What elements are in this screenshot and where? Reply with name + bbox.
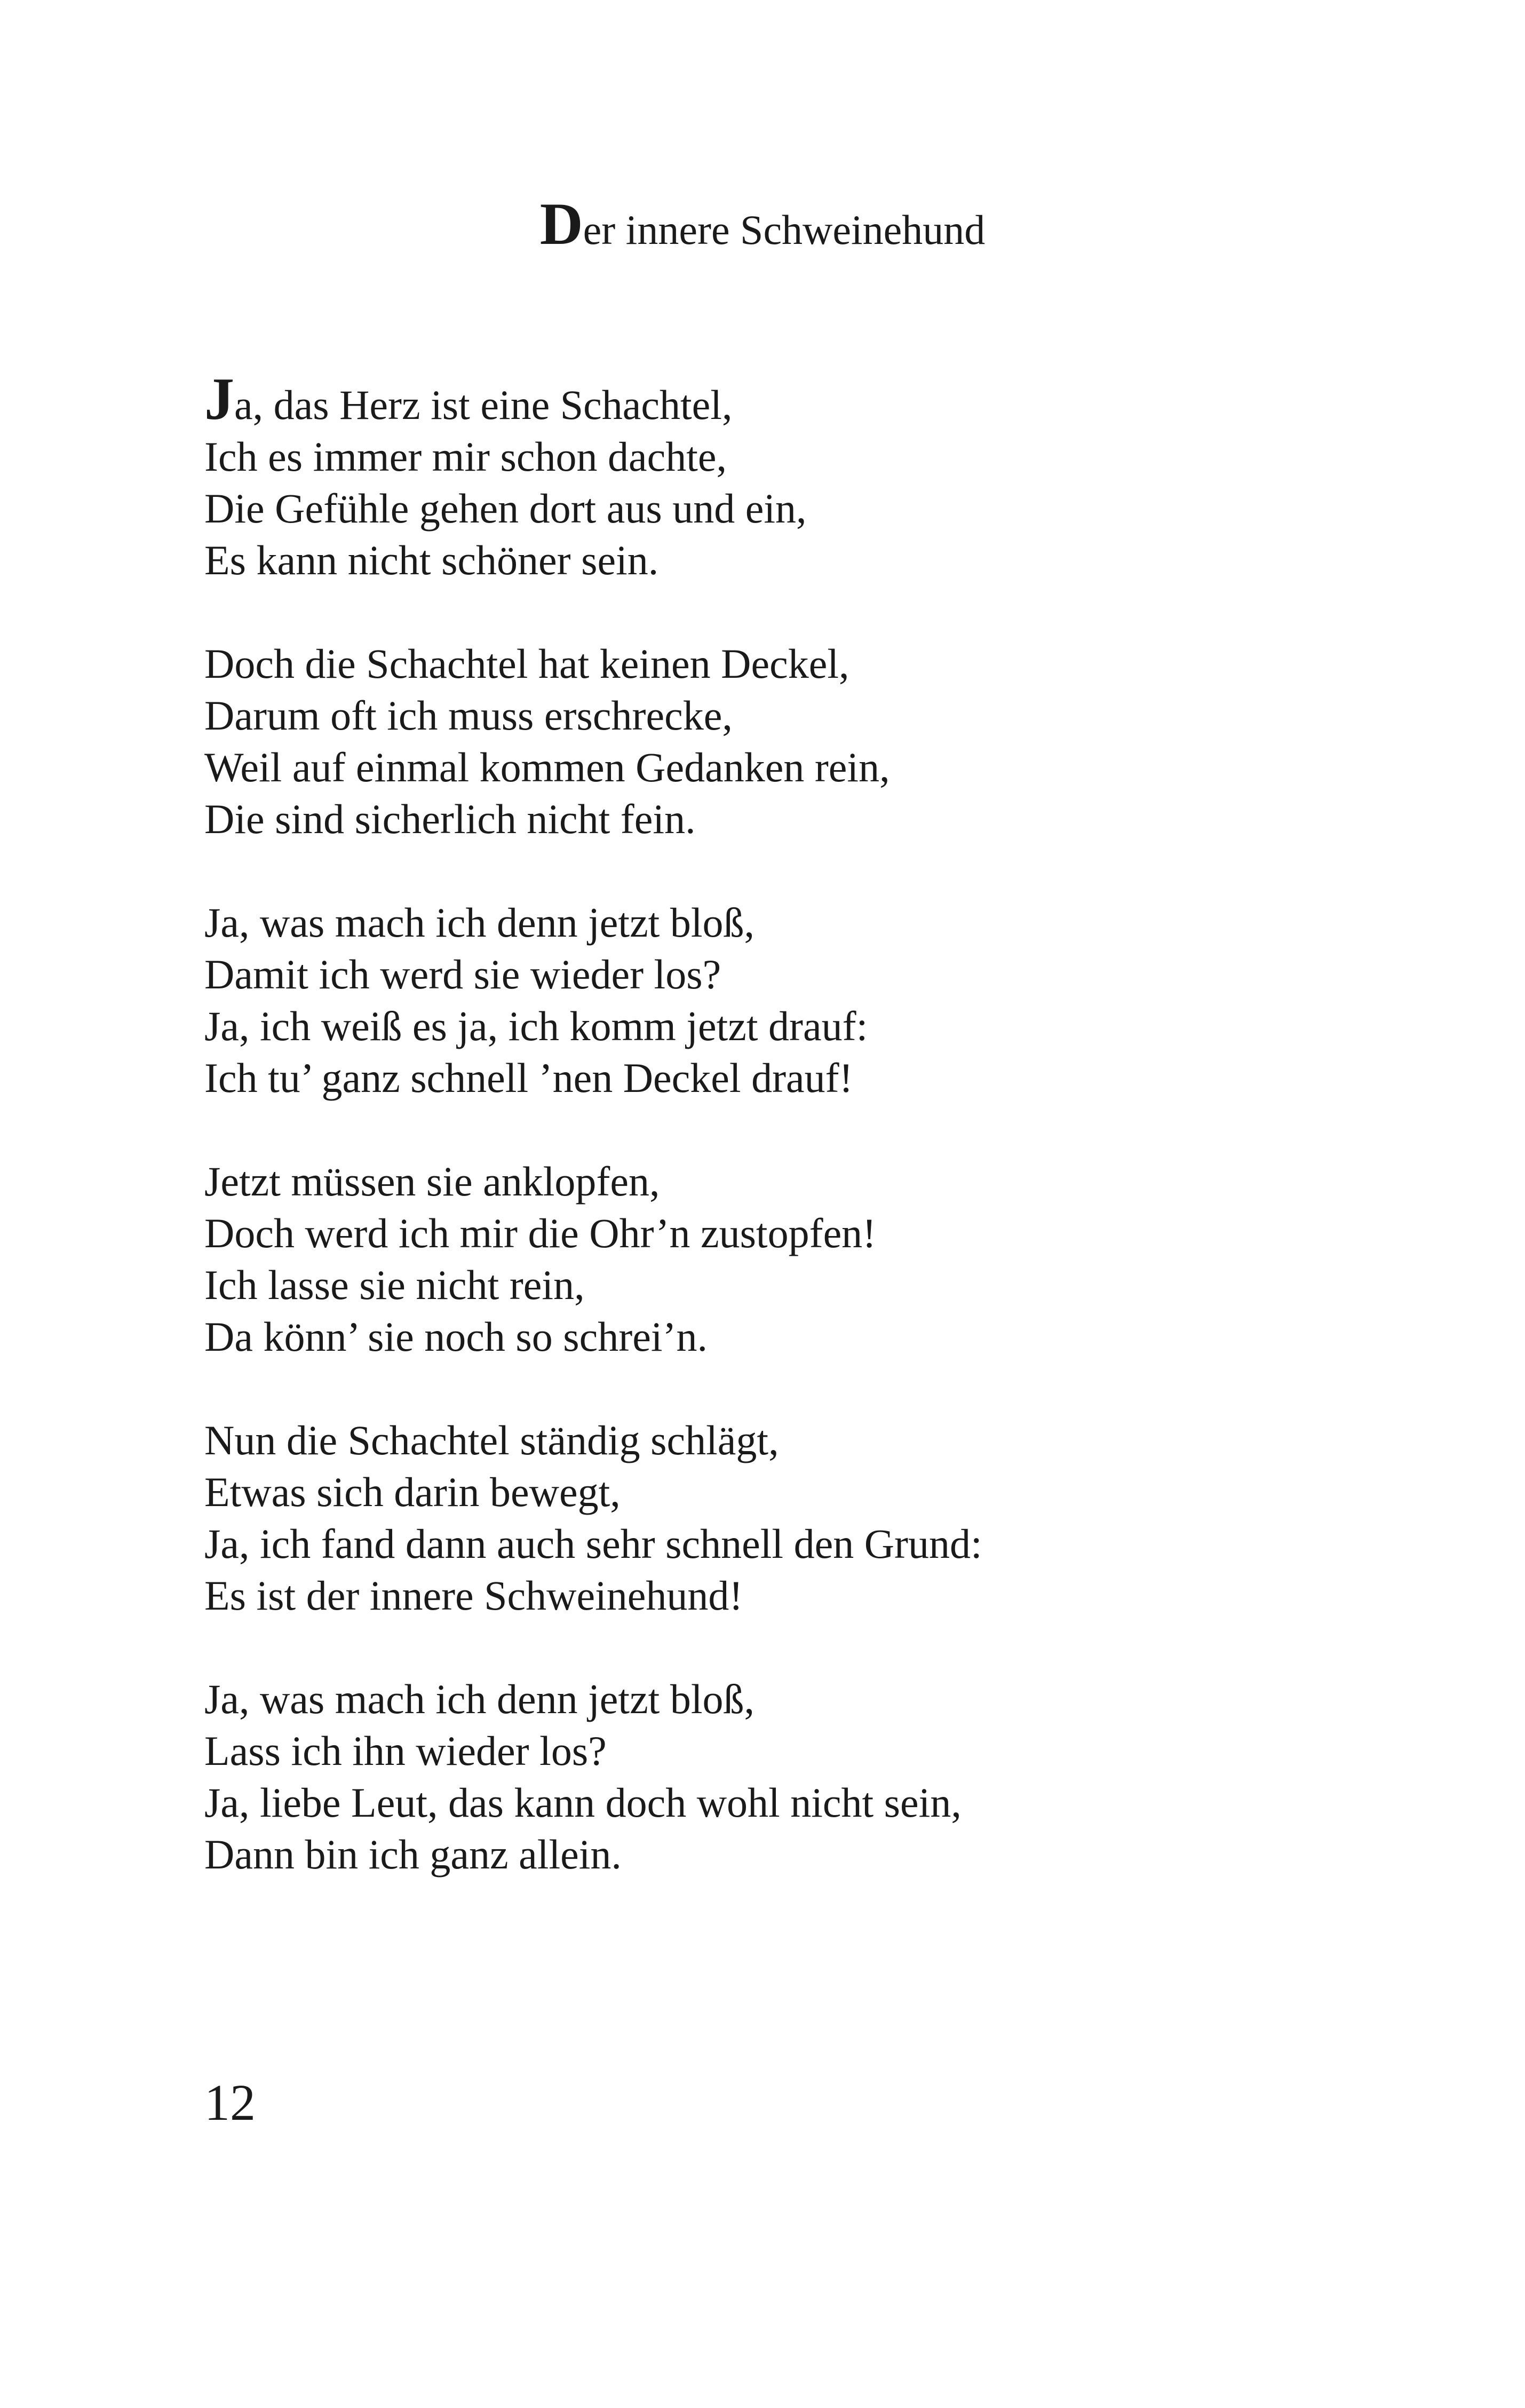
stanza-1	[204, 366, 1378, 586]
poem-line: Ja, ich weiß es ja, ich komm jetzt drauf:	[204, 1003, 868, 1049]
stanza-6	[204, 1673, 1378, 1880]
poem-line: Die Gefühle gehen dort aus und ein,	[204, 485, 807, 532]
poem-line	[204, 366, 1378, 432]
poem-line: Es ist der innere Schweinehund!	[204, 1572, 743, 1619]
first-line-initial: J	[204, 366, 234, 432]
poem-line: Ja, ich fand dann auch sehr schnell den Grund:	[204, 1520, 982, 1567]
poem-line: Da könn’ sie noch so schrei’n.	[204, 1313, 708, 1360]
stanza-5	[204, 1414, 1378, 1621]
poem-line: Darum oft ich muss erschrecke,	[204, 692, 733, 739]
poem-line: Weil auf einmal kommen Gedanken rein,	[204, 744, 890, 790]
first-line-text: a, das Herz ist eine Schachtel,	[234, 382, 733, 428]
poem-line: Ich tu’ ganz schnell ’nen Deckel drauf!	[204, 1055, 853, 1101]
stanza-4	[204, 1155, 1378, 1363]
stanza-3	[204, 897, 1378, 1104]
poem-line: Nun die Schachtel ständig schlägt,	[204, 1417, 779, 1463]
poem-line: Ja, was mach ich denn jetzt bloß,	[204, 899, 755, 946]
poem-line: Jetzt müssen sie anklopfen,	[204, 1158, 660, 1205]
poem-line: Ja, was mach ich denn jetzt bloß,	[204, 1676, 755, 1722]
poem-line: Ja, liebe Leut, das kann doch wohl nicht sein,	[204, 1779, 962, 1826]
title-text: er innere Schweinehund	[583, 207, 986, 253]
page-number: 12	[204, 2074, 256, 2131]
poem-line: Es kann nicht schöner sein.	[204, 537, 659, 583]
poem-body	[204, 366, 1378, 1932]
poem-line: Die sind sicherlich nicht fein.	[204, 796, 696, 842]
poem-line: Etwas sich darin bewegt,	[204, 1469, 621, 1515]
poem-line: Dann bin ich ganz allein.	[204, 1831, 622, 1878]
poem-line: Damit ich werd sie wieder los?	[204, 951, 721, 997]
title-initial: D	[539, 191, 583, 257]
poem-line: Ich es immer mir schon dachte,	[204, 433, 727, 480]
stanza-2	[204, 638, 1378, 845]
poem-line: Doch werd ich mir die Ohr’n zustopfen!	[204, 1210, 877, 1256]
poem-line: Doch die Schachtel hat keinen Deckel,	[204, 640, 849, 687]
poem-title	[0, 191, 1525, 259]
poem-line: Ich lasse sie nicht rein,	[204, 1262, 585, 1308]
poem-line: Lass ich ihn wieder los?	[204, 1728, 607, 1774]
